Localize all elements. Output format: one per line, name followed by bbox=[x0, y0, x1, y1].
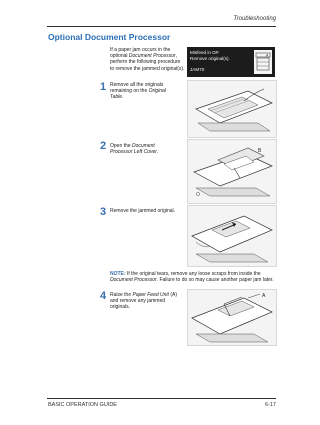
footer-divider bbox=[47, 398, 276, 399]
step-1-text-pre: Remove all the originals remaining on the bbox=[110, 82, 164, 95]
note-text-pre: If the original tears, remove any loose scraps from inside the bbox=[125, 271, 261, 277]
step-3-illustration bbox=[187, 205, 277, 267]
intro-line-2-emphasis: Document Processor bbox=[128, 53, 176, 60]
step-1-illustration bbox=[187, 80, 277, 138]
footer-page-number: 6-17 bbox=[264, 402, 276, 408]
section-title: Optional Document Processor bbox=[48, 32, 171, 42]
step-2-text-emphasis: Document Processor Left Cover bbox=[110, 143, 157, 156]
intro-line-4: to remove the jammed original(s). bbox=[110, 65, 185, 72]
step-2-text-pre: Open the bbox=[110, 143, 132, 149]
lcd-line-3: JAM70 bbox=[190, 66, 205, 72]
footer-guide-title: BASIC OPERATION GUIDE bbox=[48, 402, 117, 408]
step-4-text-post: (A) and remove any jammed originals. bbox=[110, 292, 177, 311]
step-2-text bbox=[110, 143, 178, 155]
intro-paragraph bbox=[110, 47, 186, 72]
step-3-number: 3 bbox=[100, 206, 107, 218]
intro-line-3: perform the following procedure bbox=[110, 59, 181, 66]
step-1-text-post: . bbox=[122, 94, 124, 101]
running-header: Troubleshooting bbox=[233, 16, 276, 22]
step-1-text bbox=[110, 82, 178, 101]
step-4-text-emphasis: Paper Feed Unit bbox=[132, 292, 169, 298]
step-4-illustration bbox=[187, 289, 277, 346]
step-2-illustration bbox=[187, 139, 277, 204]
note-paragraph bbox=[110, 271, 278, 283]
step-3-text bbox=[110, 208, 178, 214]
lcd-message-display bbox=[187, 47, 275, 77]
step-2-text-post: . bbox=[156, 149, 159, 156]
lcd-line-2: Remove original(s). bbox=[190, 56, 230, 62]
intro-line-2-pre: optional bbox=[110, 53, 129, 60]
note-text-emphasis: Document Processor bbox=[110, 277, 157, 284]
step-2-number: 2 bbox=[100, 140, 107, 152]
intro-line-2-post: , bbox=[175, 53, 177, 60]
step-4-callout-label: A bbox=[262, 293, 266, 299]
step-4-number: 4 bbox=[100, 290, 107, 302]
step-1-number: 1 bbox=[100, 81, 107, 93]
note-text-post: . Failure to do so may cause another paper jam later. bbox=[156, 277, 274, 284]
step-2-callout-label: B bbox=[258, 148, 262, 154]
lcd-machine-diagram bbox=[254, 50, 272, 74]
step-1-text-emphasis: Original Table bbox=[110, 88, 166, 101]
step-4-text-pre: Raise the bbox=[110, 292, 133, 298]
note-label: NOTE: bbox=[110, 271, 126, 277]
intro-line-1: If a paper jam occurs in the bbox=[110, 47, 171, 53]
step-3-text-pre: Remove the jammed original. bbox=[110, 208, 176, 214]
header-divider bbox=[47, 26, 276, 27]
lcd-panel-label: A bbox=[266, 53, 269, 58]
step-4-text bbox=[110, 292, 178, 311]
lcd-line-1: Misfeed in DP. bbox=[190, 50, 220, 55]
